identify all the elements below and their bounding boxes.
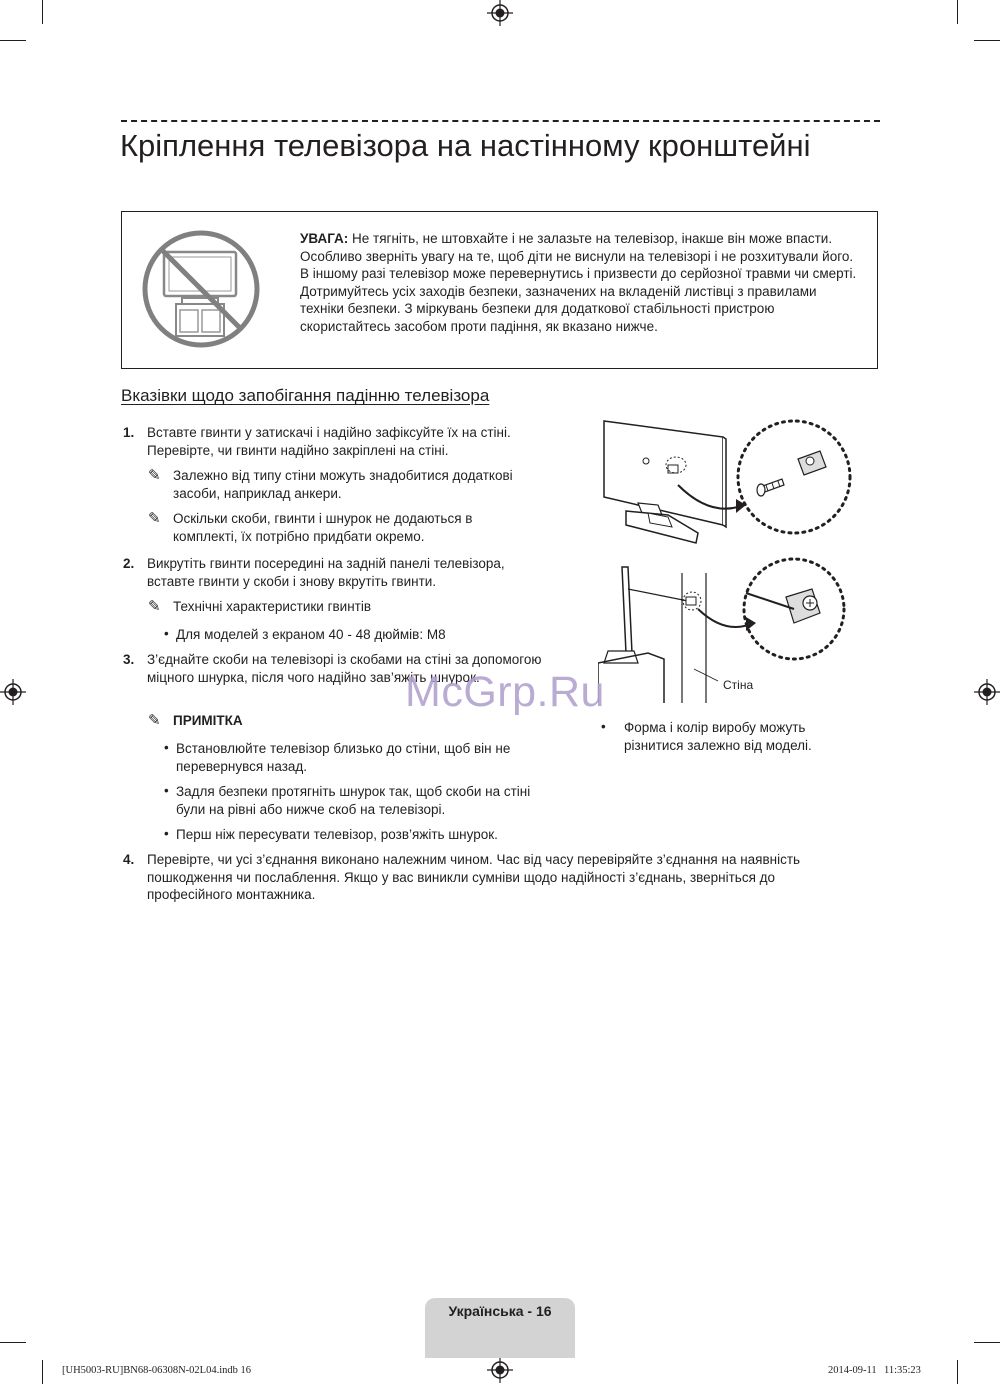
watermark: McGrp.Ru (405, 668, 605, 716)
note-pencil-icon: ✎ (148, 467, 161, 484)
step-text: Вставте гвинти у затискачі і надійно зафіксуйте їх на стіні. Перевірте, чи гвинти надійно закріплені на стіні. (147, 425, 511, 458)
figure-caption: Форма і колір виробу можуть різнитися залежно від моделі. (624, 720, 812, 753)
registration-mark-icon (0, 679, 26, 705)
crop-mark (974, 40, 1000, 41)
bullet-text: Встановлюйте телевізор близько до стіни, щоб він не перевернувся назад. (176, 741, 511, 774)
note-text: Технічні характеристики гвинтів (173, 599, 372, 614)
note-text: Залежно від типу стіни можуть знадобитися додаткові засоби, наприклад анкери. (173, 468, 513, 501)
crop-mark (974, 1342, 1000, 1343)
step-number: 1. (123, 425, 135, 440)
registration-mark-icon (487, 0, 513, 26)
crop-mark (0, 40, 26, 41)
warning-body: Не тягніть, не штовхайте і не залазьте на телевізор, інакше він може впасти. Особливо зверніть увагу на те, щоб діти не виснули на телевізорі і не розхитували його. В іншому разі телевізор може перевернутись і призвести до серйозної травми чи смерті. Дотримуйтесь усіх заходів безпеки, зазначених на вкладеній листівці з правилами техніки безпеки. З міркувань безпеки для додаткової стабільності пристрою скористайтесь засобом проти падіння, як вказано нижче. (300, 231, 857, 334)
step-text: З’єднайте скоби на телевізорі із скобами на стіні за допомогою міцного шнурка, після чого надійно зав’яжіть шнурок. (147, 652, 542, 685)
bullet-text: Перш ніж пересувати телевізор, розв’яжіть шнурок. (176, 827, 498, 842)
warning-label: УВАГА: (300, 231, 349, 246)
note-pencil-icon: ✎ (148, 510, 161, 527)
note-text: Оскільки скоби, гвинти і шнурок не додаються в комплекті, їх потрібно придбати окремо. (173, 511, 473, 544)
bullet-dot: • (164, 626, 169, 641)
bullet-text: Для моделей з екраном 40 - 48 дюймів: M8 (176, 627, 446, 642)
bullet-text: Задля безпеки протягніть шнурок так, щоб скоби на стіні були на рівні або нижче скоб на телевізорі. (176, 784, 531, 817)
registration-mark-icon (487, 1357, 513, 1383)
crop-mark (957, 1360, 958, 1384)
step-number: 3. (123, 652, 135, 667)
crop-mark (42, 1360, 43, 1384)
title-rule (121, 120, 880, 122)
page-number-label: Українська - 16 (448, 1303, 552, 1319)
step-text: Викрутіть гвинти посередині на задній панелі телевізора, вставте гвинти у скоби і знову вкрутіть гвинти. (147, 556, 505, 589)
bullet-dot: • (601, 719, 606, 734)
wall-label: Стіна (723, 678, 754, 692)
bullet-dot: • (164, 783, 169, 798)
tv-back-screw-illustration (598, 415, 853, 555)
section-title: Вказівки щодо запобігання падінню телевізора (121, 386, 490, 405)
note-title: ПРИМІТКА (173, 713, 243, 728)
no-climbing-tv-icon (140, 228, 262, 350)
step-text: Перевірте, чи усі з’єднання виконано належним чином. Час від часу перевіряйте з’єднання на наявність пошкодження чи послаблення. Якщо у вас виникли сумніви щодо надійності з’єднань, зверніться до професійного монтажника. (147, 852, 801, 903)
crop-mark (957, 0, 958, 24)
print-info-right: 2014-09-11 11:35:23 (828, 1365, 921, 1376)
bullet-dot: • (164, 826, 169, 841)
warning-text (300, 230, 860, 336)
bullet-dot: • (164, 740, 169, 755)
step-number: 4. (123, 852, 135, 867)
page-title: Кріплення телевізора на настінному кронштейні (120, 128, 811, 163)
note-pencil-icon: ✎ (148, 598, 161, 615)
registration-mark-icon (974, 679, 1000, 705)
note-pencil-icon: ✎ (148, 712, 161, 729)
step-number: 2. (123, 556, 135, 571)
print-info-left: [UH5003-RU]BN68-06308N-02L04.indb 16 (62, 1365, 251, 1376)
crop-mark (42, 0, 43, 24)
crop-mark (0, 1342, 26, 1343)
